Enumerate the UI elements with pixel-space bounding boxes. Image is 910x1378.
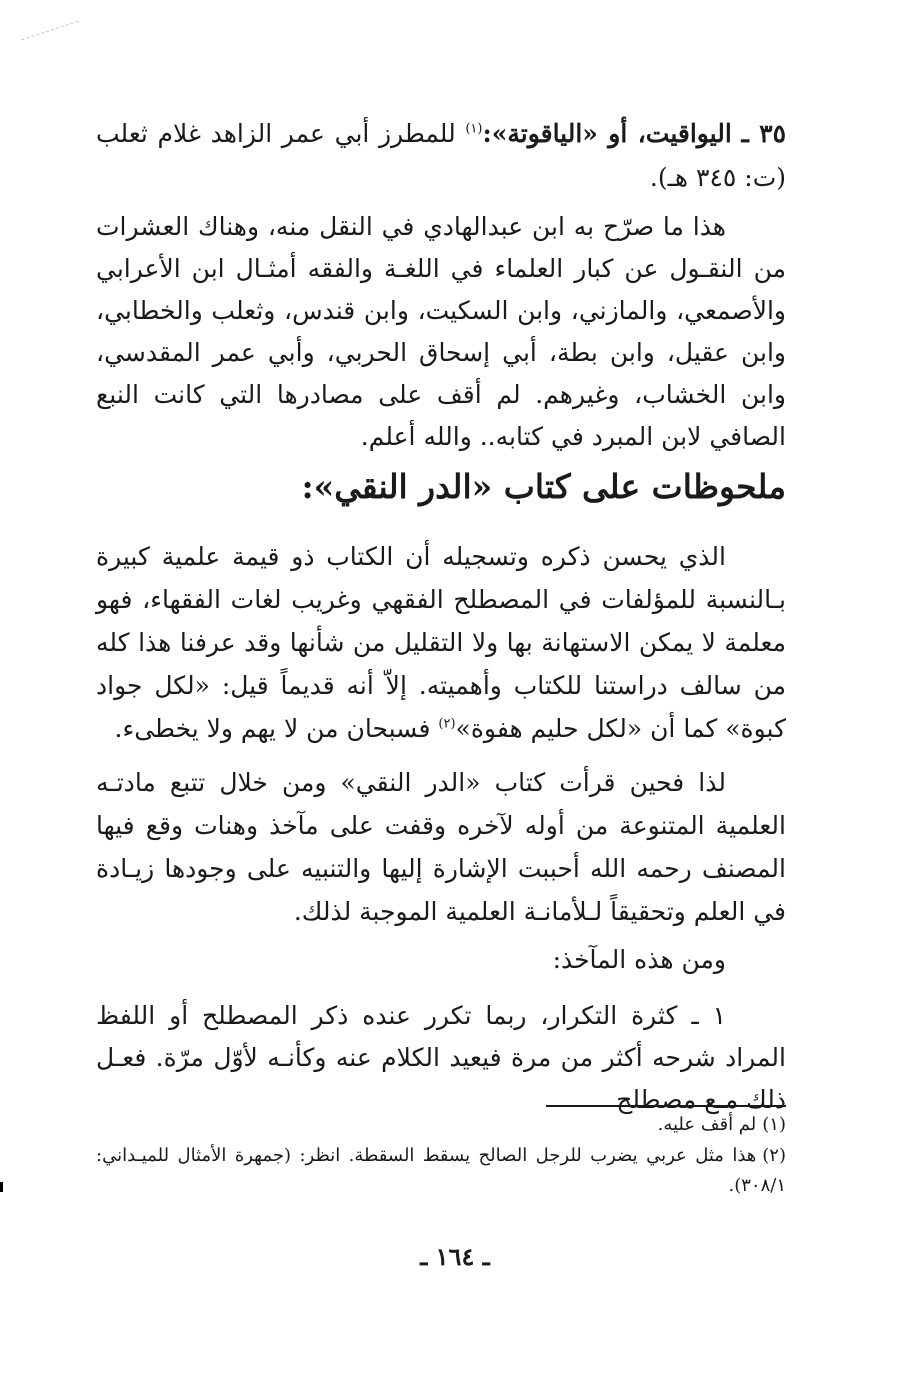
scan-mark <box>21 21 78 40</box>
footnote-ref-2: (٢) <box>438 716 456 732</box>
paragraph-value <box>96 535 786 750</box>
paragraph-value-text: الذي يحسن ذكره وتسجيله أن الكتاب ذو قيمة علمية كبيرة بـالنسبة للمؤلفات في المصطلح الفقهي وغريب لغات الفقهاء، فهو معلمة لا يمكن الاستهانة بها ولا التقليل من شأنها وقد عرفنا هذا كله من سالف دراستنا للكتاب وأهميته. إلاّ أنه قديماً قيل: «لكل جواد كبوة» كما أن «لكل حليم هفوة» <box>96 542 786 743</box>
footnote-2-number: (٢) <box>762 1145 786 1166</box>
paragraph-value-end: فسبحان من لا يهم ولا يخطىء. <box>114 714 431 743</box>
footnote-2-text: هذا مثل عربي يضرب للرجل الصالح يسقط السقطة. انظر: (جمهرة الأمثال للميـداني: ٣٠٨/١). <box>96 1145 786 1196</box>
edge-mark <box>0 1182 3 1192</box>
paragraph-intro-remarks: ومن هذه المآخذ: <box>552 945 726 974</box>
footnote-1-number: (١) <box>762 1114 786 1135</box>
entry-author: للمطرز أبي عمر الزاهد غلام ثعلب <box>96 119 456 148</box>
footnote-separator <box>546 1105 786 1107</box>
paragraph-sources: هذا ما صرّح به ابن عبدالهادي في النقل منه، وهناك العشرات من النقـول عن كبار العلماء في اللغـة والفقه أمثـال ابن الأعرابي والأصمعي، والمازني، وابن السكيت، وابن قندس، وثعلب والخطابي، وابن عقيل، وابن بطة، أبي إسحاق الحربي، وأبي عمر المقدسي، وابن الخشاب، وغيرهم. لم أقف على مصادرها التي كانت النبع الصافي لابن المبرد في كتابه.. والله أعلم. <box>96 212 786 451</box>
footnote-1-text: لم أقف عليه. <box>657 1114 757 1135</box>
bibliography-entry <box>96 112 786 200</box>
entry-number: ٣٥ ـ <box>741 119 787 148</box>
footnote-ref-1: (١) <box>465 121 483 137</box>
footnote-1 <box>96 1110 786 1140</box>
entry-title: اليواقيت، أو «الياقوتة»: <box>482 119 732 148</box>
section-heading: ملحوظات على كتاب «الدر النقي»: <box>301 467 786 506</box>
entry-date: (ت: ٣٤٥ هـ). <box>649 163 786 192</box>
paragraph-reading: لذا فحين قرأت كتاب «الدر النقي» ومن خلال تتبع مادتـه العلمية المتنوعة من أوله لآخره وقفت على مآخذ وهنات وقع فيها المصنف رحمه الله أحببت الإشارة إليها والتنبيه على وجودها زيـادة في العلم وتحقيقاً لـلأمانـة العلمية الموجبة لذلك. <box>96 768 786 926</box>
page-number: ـ ١٦٤ ـ <box>420 1242 490 1271</box>
remark-item-1: ١ ـ كثرة التكرار، ربما تكرر عنده ذكر المصطلح أو اللفظ المراد شرحه أكثر من مرة فيعيد الكلام عنه وكأنـه لأوّل مرّة. فعـل ذلك مـع مصطلح <box>96 1001 786 1114</box>
footnote-2 <box>96 1141 786 1201</box>
